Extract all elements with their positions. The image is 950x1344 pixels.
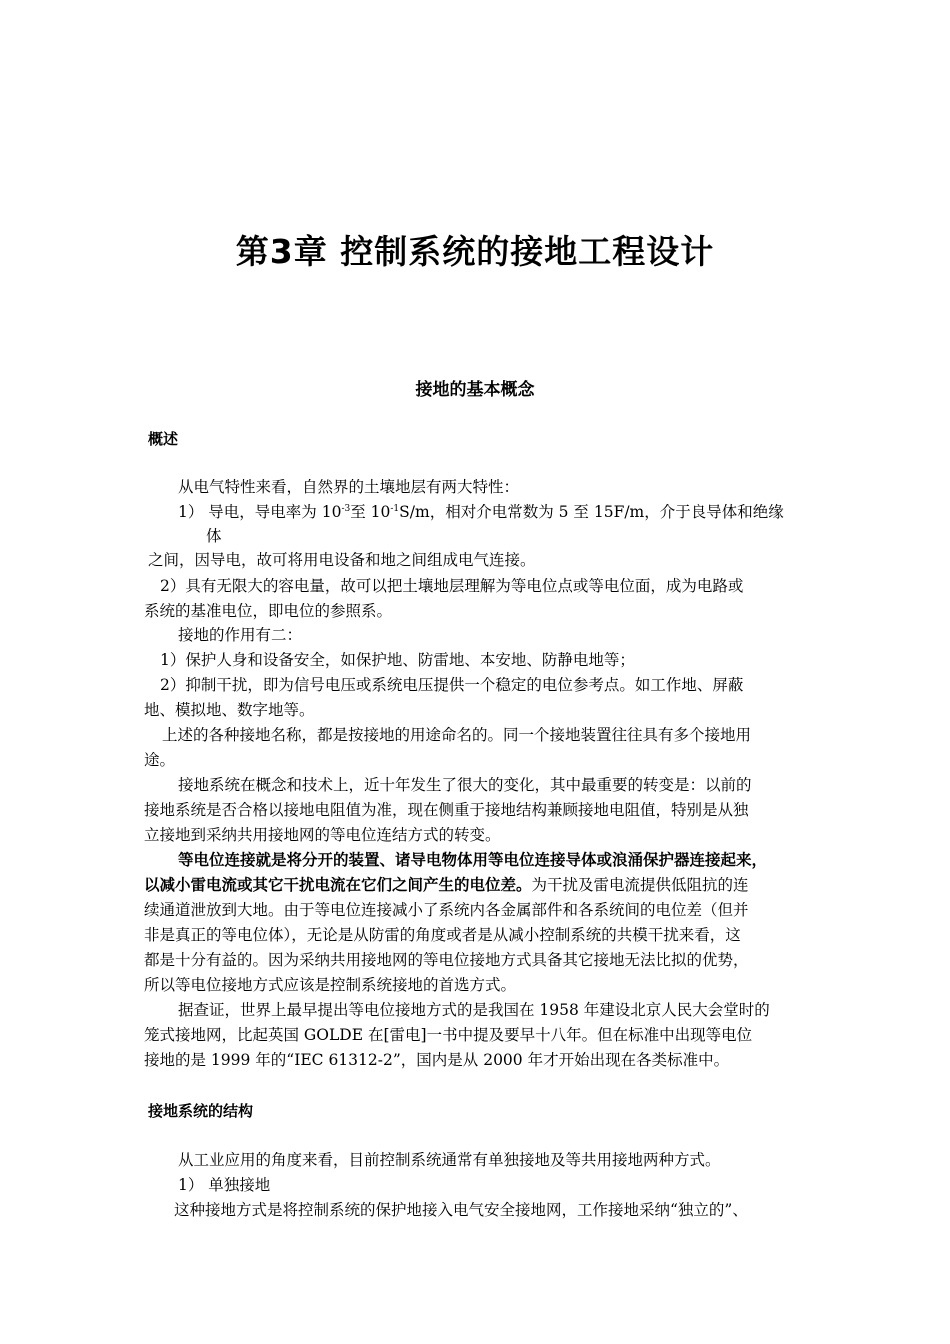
item1-exponent-2: -1 <box>390 504 400 514</box>
naming-line2: 途。 <box>144 751 176 769</box>
overview-item2-line2: 系统的基准电位，即电位的参照系。 <box>144 602 393 620</box>
section-title: 接地的基本概念 <box>415 380 535 400</box>
change-line1: 接地系统在概念和技术上，近十年发生了很大的变化，其中最重要的转变是：以前的 <box>178 776 752 794</box>
structure-heading: 接地系统的结构 <box>148 1102 254 1120</box>
overview-item1 <box>178 501 784 523</box>
equipotential-line6: 所以等电位接地方式应该是控制系统接地的首选方式。 <box>144 976 517 994</box>
history-line3: 接地的是 1999 年的“IEC 61312-2”，国内是从 2000 年才开始出现在各类标准中。 <box>144 1051 730 1069</box>
structure-item1-text: 这种接地方式是将控制系统的保护地接入电气安全接地网，工作接地采纳“独立的”、 <box>174 1201 748 1219</box>
chapter-title: 第3章 控制系统的接地工程设计 <box>235 232 715 271</box>
role-item1: 1）保护人身和设备安全，如保护地、防雷地、本安地、防静电地等； <box>160 651 635 669</box>
overview-item2-line1: 2）具有无限大的容电量，故可以把土壤地层理解为等电位点或等电位面，成为电路或 <box>160 577 744 595</box>
equipotential-line4: 非是真正的等电位体），无论是从防雷的角度或者是从减小控制系统的共模干扰来看，这 <box>144 926 741 944</box>
overview-heading: 概述 <box>148 430 179 448</box>
role-intro: 接地的作用有二： <box>178 626 303 644</box>
history-line2: 笼式接地网，比起英国 GOLDE 在[雷电]一书中提及要早十八年。但在标准中出现等电位 <box>144 1026 753 1044</box>
role-item2-line1: 2）抑制干扰，即为信号电压或系统电压提供一个稳定的电位参考点。如工作地、屏蔽 <box>160 676 744 694</box>
structure-intro: 从工业应用的角度来看，目前控制系统通常有单独接地及等共用接地两种方式。 <box>178 1151 721 1169</box>
equipotential-bold-line1: 等电位连接就是将分开的装置、诸导电物体用等电位连接导体或浪涌保护器连接起来， <box>178 850 768 869</box>
equipotential-bold-line2: 以减小雷电流或其它干扰电流在它们之间产生的电位差。 <box>144 875 532 894</box>
change-line3: 立接地到采纳共用接地网的等电位连结方式的转变。 <box>144 826 501 844</box>
item1-part1: 1） 导电，导电率为 10 <box>178 503 342 521</box>
equipotential-line3: 续通道泄放到大地。由于等电位连接减小了系统内各金属部件和各系统间的电位差（但并 <box>144 901 749 919</box>
overview-intro: 从电气特性来看，自然界的土壤地层有两大特性： <box>178 478 520 496</box>
equipotential-line2 <box>144 874 749 896</box>
item1-exponent-1: -3 <box>341 504 351 514</box>
structure-item1: 1） 单独接地 <box>178 1176 271 1194</box>
change-line2: 接地系统是否合格以接地电阻值为准，现在侧重于接地结构兼顾接地电阻值，特别是从独 <box>144 801 749 819</box>
history-line1: 据查证，世界上最早提出等电位接地方式的是我国在 1958 年建设北京人民大会堂时的 <box>178 1001 770 1019</box>
naming-line1: 上述的各种接地名称，都是按接地的用途命名的。同一个接地装置往往具有多个接地用 <box>162 726 752 744</box>
overview-item1-continued: 之间，因导电，故可将用电设备和地之间组成电气连接。 <box>148 551 536 569</box>
equipotential-line5: 都是十分有益的。因为采纳共用接地网的等电位接地方式具备其它接地无法比拟的优势， <box>144 951 749 969</box>
item1-part2: 至 10 <box>350 503 391 521</box>
role-item2-line2: 地、模拟地、数字地等。 <box>144 701 315 719</box>
item1-part3: S/m，相对介电常数为 5 至 15F/m，介于良导体和绝缘 <box>399 503 784 521</box>
equipotential-rest-line2: 为干扰及雷电流提供低阻抗的连 <box>531 876 749 894</box>
overview-item1-wrap: 体 <box>206 527 222 545</box>
